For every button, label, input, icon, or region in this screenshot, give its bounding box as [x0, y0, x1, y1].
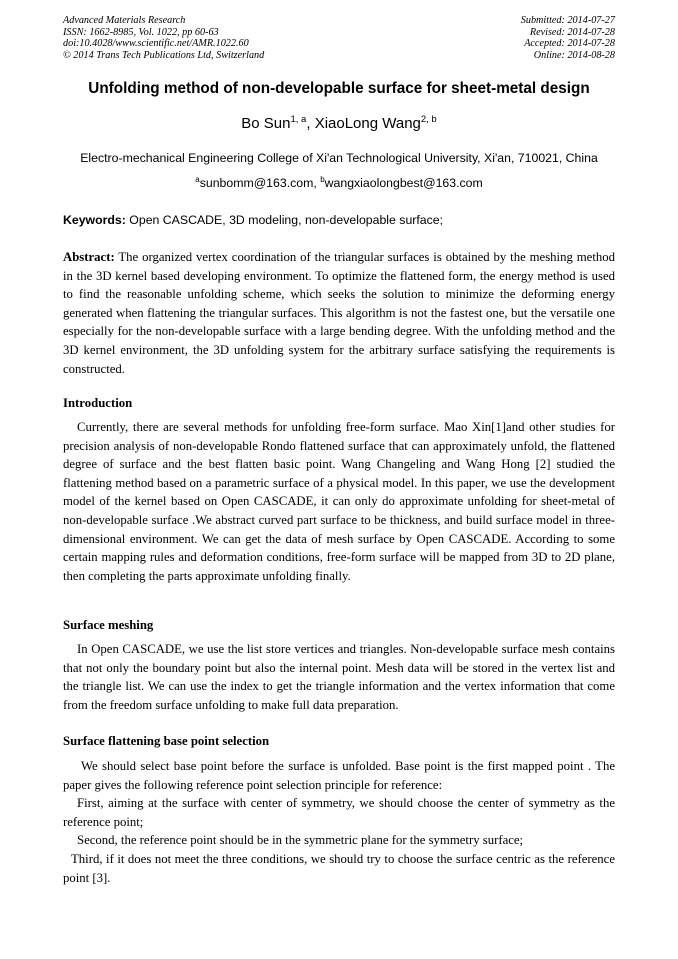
introduction-paragraph: Currently, there are several methods for unfolding free-form surface. Mao Xin[1]and other studies for precision analysis of non-developable Rondo flattened surface that can approximately unfold, the flattened degree of surface and the best flatten basic point. Wang Changeling and Wang Hong [2] studied the flattening method based on a parametric surface of a physical model. In this paper, we use the development model of the kernel based on Open CASCADE, it can only do approximate unfolding for sheet-metal of non-developable surface .We abstract curved part surface to be thickness, and build surface model in three-dimensional environment. We can get the data of mesh surface by Open CASCADE. According to some certain mapping rules and deformation conditions, free-form surface will be mapped from 3D to 2D plane, then completing the parts approximate unfolding finally.: [63, 420, 615, 583]
journal-issn: ISSN: 1662-8985, Vol. 1022, pp 60-63: [63, 26, 219, 38]
date-revised: Revised: 2014-07-28: [529, 26, 615, 38]
date-accepted: Accepted: 2014-07-28: [524, 38, 615, 49]
author-1-name: Bo Sun: [241, 115, 291, 132]
keywords-label: Keywords:: [63, 213, 126, 227]
email-b-mark: b: [320, 175, 325, 184]
journal-doi: doi:10.4028/www.scientific.net/AMR.1022.60: [63, 38, 249, 49]
base-point-paragraph-1: We should select base point before the surface is unfolded. Base point is the first mapped point . The paper gives the following reference point selection principle for reference:: [63, 759, 615, 792]
author-2-name: XiaoLong Wang: [314, 115, 421, 132]
author-1-affil-mark: 1, a: [290, 114, 307, 125]
base-point-paragraph-3: Second, the reference point should be in the symmetric plane for the symmetry surface;: [77, 833, 524, 848]
section-heading-surface-meshing: Surface meshing: [63, 618, 154, 632]
abstract-text: The organized vertex coordination of the triangular surfaces is obtained by the meshing method in the 3D kernel based developing environment. To optimize the flattened form, the energy method is used to find the reasonable unfolding scheme, which seeks the solution to minimize the deforming energy generated when flattening the triangular surfaces. This algorithm is not the fastest one, but the versatile one especially for the non-developable surface with a large bending degree. With the unfolding method and the 3D kernel environment, the 3D unfolding system for the arbitrary surface satisfying the requirements is constructed.: [63, 250, 615, 376]
journal-name: Advanced Materials Research: [63, 15, 186, 26]
affiliation: Electro-mechanical Engineering College of Xi'an Technological University, Xi'an, 710021, China: [80, 151, 598, 165]
paper-title: Unfolding method of non-developable surface for sheet-metal design: [88, 80, 590, 97]
surface-meshing-paragraph: In Open CASCADE, we use the list store vertices and triangles. Non-developable surface mesh contains that not only the boundary point but also the internal point. Mesh data will be stored in the vertex list and the triangle list. We can use the index to get the triangle information and the vertex information that come from the freedom surface unfolding to make full data preparation.: [63, 642, 615, 712]
base-point-section-body: [63, 757, 615, 887]
keywords: [63, 213, 615, 227]
email-a: sunbomm@163.com,: [199, 176, 321, 190]
section-heading-introduction: Introduction: [63, 396, 133, 410]
abstract: [63, 248, 615, 378]
email-b: wangxiaolongbest@163.com: [324, 176, 483, 190]
journal-copyright: © 2014 Trans Tech Publications Ltd, Switzerland: [63, 49, 265, 61]
author-line: [63, 114, 615, 132]
author-2-affil-mark: 2, b: [420, 114, 437, 125]
date-online: Online: 2014-08-28: [533, 49, 615, 61]
author-emails: [63, 175, 615, 190]
publication-dates: [521, 15, 615, 61]
keywords-text: Open CASCADE, 3D modeling, non-developable surface;: [125, 213, 444, 227]
email-a-mark: a: [195, 175, 200, 184]
base-point-paragraph-2: First, aiming at the surface with center of symmetry, we should choose the center of symmetry as the reference point;: [63, 796, 615, 829]
date-submitted: Submitted: 2014-07-27: [520, 15, 615, 26]
section-heading-base-point: Surface flattening base point selection: [63, 734, 270, 748]
base-point-paragraph-4: Third, if it does not meet the three conditions, we should try to choose the surface centric as the reference point [3].: [63, 851, 615, 885]
author-separator: ,: [306, 115, 315, 132]
abstract-label: Abstract:: [63, 250, 115, 264]
journal-info: [63, 15, 264, 61]
